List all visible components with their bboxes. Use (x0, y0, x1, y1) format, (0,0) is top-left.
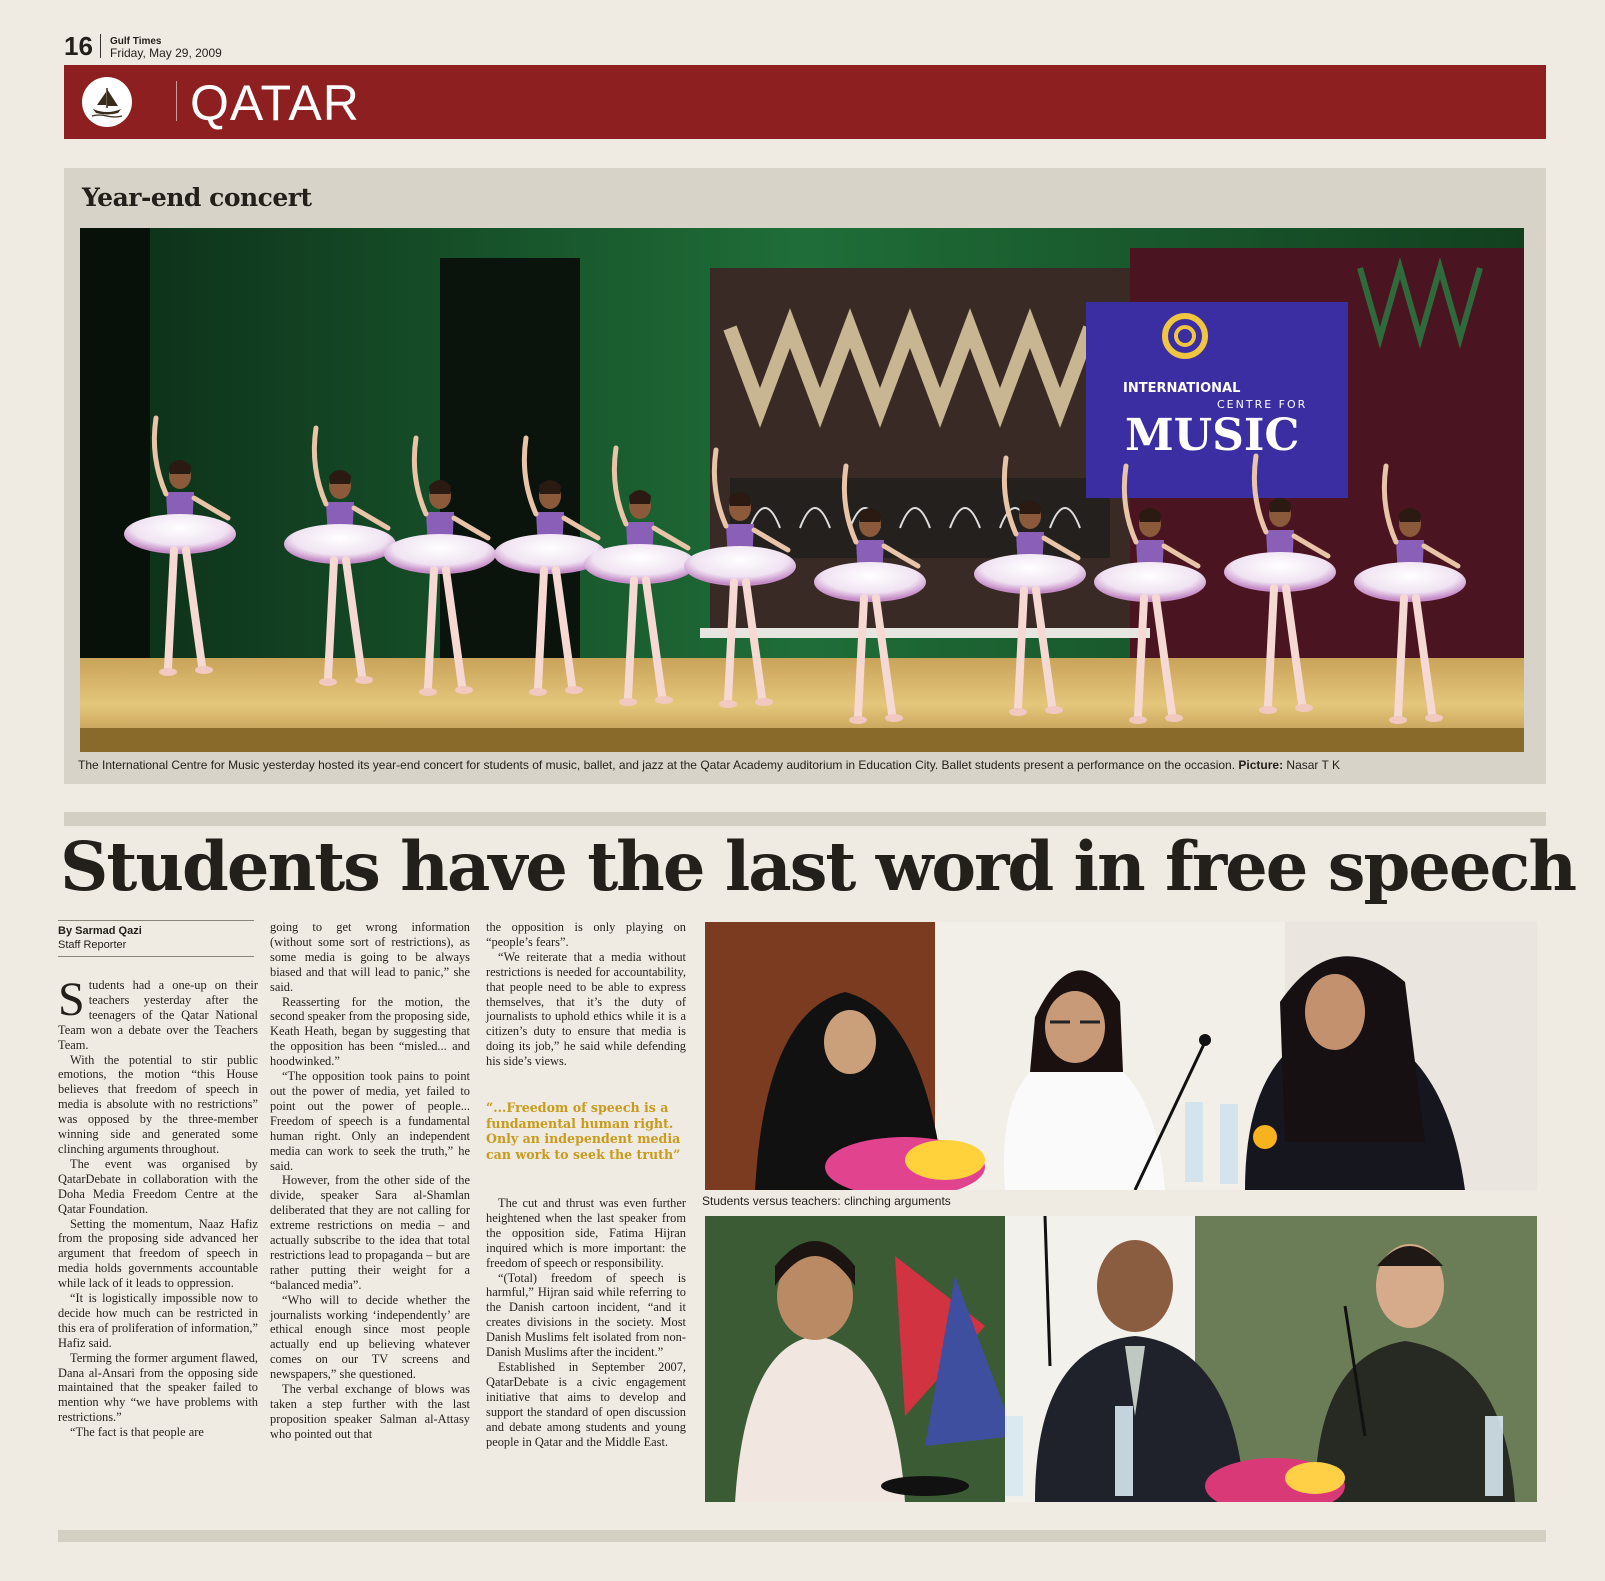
article-column-1 (58, 973, 258, 1440)
byline (58, 924, 254, 952)
paragraph: “The fact is that people are (70, 1425, 204, 1440)
paragraph: “Who will to decide whether the journalists working ‘independently’ are ethical enough since most people actually end up believing whatever comes on our TV screens and newspapers,” she questioned. (270, 1292, 470, 1382)
paragraph: However, from the other side of the divide, speaker Sara al-Shamlan deliberated that they are not calling for extreme restrictions on media – and actually subscribe to the idea that total restrictions lead to propaganda – but are rather putting their weight for a “balanced media”. (270, 1173, 470, 1292)
paragraph: Setting the momentum, Naaz Hafiz from the proposing side advanced her argument that freedom of speech in media holds governments accountable while lack of it leads to oppression. (58, 1216, 258, 1291)
drop-cap: S (58, 973, 85, 1026)
photo-feature-heading: Year-end concert (82, 183, 312, 212)
banner-text-line1: INTERNATIONAL (1123, 381, 1241, 396)
paragraph: The event was organised by QatarDebate in collaboration with the Doha Media Freedom Centre at the Qatar Foundation. (58, 1156, 258, 1216)
issue-date: Friday, May 29, 2009 (110, 46, 222, 60)
photo-credit-label: Picture: (1238, 758, 1284, 772)
photo-feature-panel (64, 168, 1546, 784)
byline-rule-top (58, 920, 254, 921)
article-column-2 (270, 920, 470, 1442)
pull-quote: “...Freedom of speech is a fundamental human right. Only an independent media can work to seek the truth” (486, 1100, 681, 1162)
lede-paragraph (58, 973, 258, 1053)
dhow-boat-icon (82, 77, 132, 127)
paragraph: “We reiterate that a media without restrictions is needed for accountability, that people need to be able to express themselves, that it’s the duty of journalists to uphold ethics while it is a citizen’s duty to ensure that media is doing its job,” he said while defending his side’s views. (486, 949, 686, 1069)
section-title: QATAR (190, 75, 360, 131)
publication-name: Gulf Times (110, 36, 162, 47)
byline-rule-bottom (58, 956, 254, 957)
paragraph: going to get wrong information (without some sort of restrictions), as some media is going to be always biased and that will lead to panic,” she said. (270, 920, 470, 994)
paragraph: “(Total) freedom of speech is harmful,” Hijran said while referring to the Danish cartoon incident, “and it creates divisions in the society. Most Danish Muslims felt isolated from non-Danish Muslims after the incident.” (486, 1270, 686, 1360)
caption-text: The International Centre for Music yesterday hosted its year-end concert for students of music, ballet, and jazz at the Qatar Academy auditorium in Education City. Ballet students present a performance on the occasion. (78, 758, 1239, 772)
paragraph: the opposition is only playing on “people’s fears”. (486, 920, 686, 949)
paragraph: The cut and thrust was even further heightened when the last speaker from the opposition side, Fatima Hijran inquired which is more important: the freedom of speech or responsibility. (486, 1196, 686, 1270)
banner-divider (176, 81, 177, 121)
teachers-debate-photo (705, 1216, 1537, 1502)
byline-role: Staff Reporter (58, 939, 127, 951)
article-column-3-continued (486, 1196, 686, 1449)
byline-author: By Sarmad Qazi (58, 925, 142, 937)
paragraph: Reasserting for the motion, the second speaker from the proposing side, Keath Heath, began by suggesting that the opposition has been “misled... and hoodwinked.” (270, 994, 470, 1069)
folio-divider (100, 34, 101, 58)
article-column-3 (486, 920, 686, 1069)
concert-photo-caption (78, 757, 1538, 773)
paragraph: “It is logistically impossible now to decide how much can be restricted in this era of proliferation of information,” Hafiz said. (58, 1291, 258, 1350)
section-banner (64, 65, 1546, 139)
paragraph: The verbal exchange of blows was taken a step further with the last proposition speaker Salman al-Attasy who pointed out that (270, 1382, 470, 1441)
paragraph: With the potential to stir public emotions, the motion “this House believes that freedom of speech in media is absolute with no restrictions” was opposed by the three-member winning side and generated some clinching arguments throughout. (58, 1052, 258, 1156)
page-number: 16 (64, 31, 93, 61)
story-headline: Students have the last word in free speech (60, 827, 1576, 906)
students-photo-caption: Students versus teachers: clinching arguments (702, 1194, 951, 1208)
photo-credit-name: Nasar T K (1283, 758, 1340, 772)
ballet-concert-photo (80, 228, 1524, 752)
story-bottom-rule (58, 1530, 1546, 1542)
paragraph: Terming the former argument flawed, Dana al-Ansari from the opposing side maintained that the speaker failed to mention why “we have problems with restrictions.” (58, 1350, 258, 1425)
banner-text-line3: MUSIC (1125, 410, 1300, 461)
paragraph: Established in September 2007, QatarDebate is a civic engagement initiative that aims to develop and support the standard of open discussion and debate among students and young people in Qatar and the Middle East. (486, 1359, 686, 1449)
paragraph: “The opposition took pains to point out the power of media, yet failed to point out the power of people... Freedom of speech is a fundamental human right. Only an independent media can work to seek the truth,” he said. (270, 1069, 470, 1173)
banner-text-line2: CENTRE FOR (1217, 398, 1308, 411)
students-debate-photo (705, 922, 1537, 1190)
lede-text: tudents had a one-up on their teachers yesterday after the teenagers of the Qatar National Team won a debate over the Teachers Team. (58, 978, 258, 1052)
